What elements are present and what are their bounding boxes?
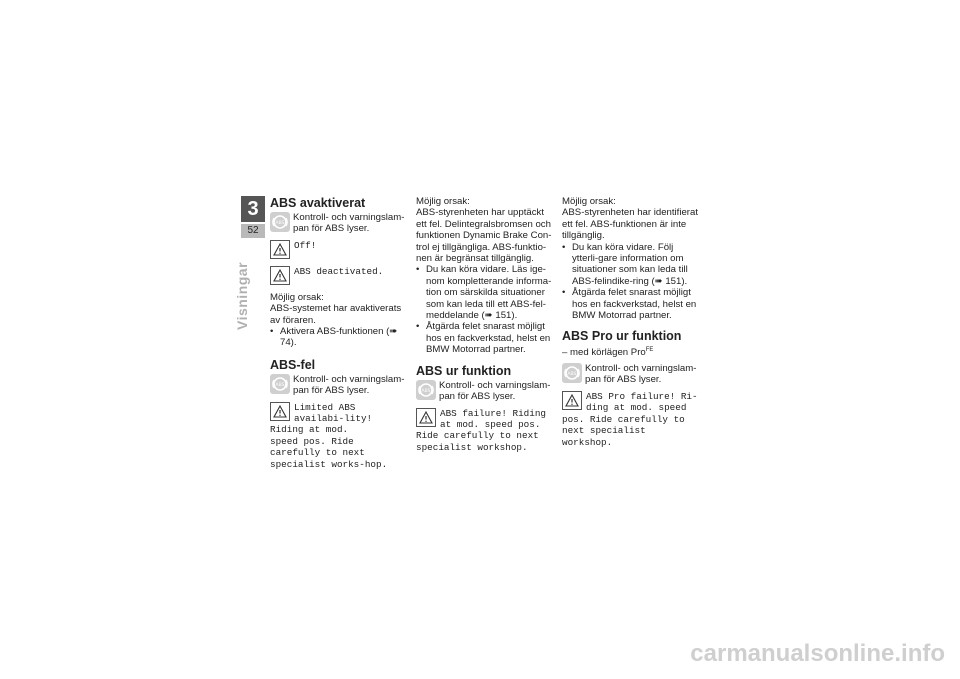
cause-text: ABS-systemet har avaktiverats av föraren. xyxy=(270,303,402,326)
heading-abs-fault: ABS-fel xyxy=(270,357,316,372)
abs-lamp-block xyxy=(270,374,408,397)
warning-triangle-icon xyxy=(270,402,290,421)
watermark: carmanualsonline.info xyxy=(690,640,945,667)
abs-lamp-block xyxy=(416,380,554,403)
abs-lamp-block xyxy=(270,212,408,235)
abs-lamp-block xyxy=(562,363,700,386)
lamp-description: Kontroll- och varningslam-pan för ABS lyser. xyxy=(293,373,405,397)
lamp-description: Kontroll- och varningslam-pan för ABS lyser. xyxy=(293,212,405,235)
column-3 xyxy=(562,196,700,454)
svg-text:ABS: ABS xyxy=(421,388,431,394)
lamp-description: Kontroll- och varningslam-pan för ABS lyser. xyxy=(585,363,697,386)
warning-triangle-icon xyxy=(270,266,290,285)
cause-label: Möjlig orsak: xyxy=(416,196,470,207)
message-abs-failure: ABS failure! Riding at mod. speed pos. Ride carefully to next specialist workshop. xyxy=(416,407,547,453)
list-item: • Åtgärda felet snarast möjligt hos en fackverkstad, helst en BMW Motorrad partner. xyxy=(562,287,700,321)
warning-triangle-icon xyxy=(270,240,290,259)
heading-abs-out-of-function: ABS ur funktion xyxy=(416,363,512,378)
action-list xyxy=(416,264,554,355)
abs-warning-lamp-icon xyxy=(270,374,290,394)
cause-text: ABS-styrenheten har upptäckt ett fel. Delintegralsbromsen och funktionen Dynamic Brake Con-trol ej tillgängliga. ABS-funktio-nen är begränsat tillgänglig. xyxy=(416,207,552,265)
svg-text:ABS: ABS xyxy=(275,221,285,226)
warning-triangle-icon xyxy=(416,408,436,427)
abs-warning-lamp-icon xyxy=(562,363,582,383)
action-list xyxy=(562,242,700,322)
heading-abs-deactivated: ABS avaktiverat xyxy=(270,196,366,210)
action-list xyxy=(270,326,408,349)
page-number: 52 xyxy=(241,224,265,238)
svg-text:ABS: ABS xyxy=(567,372,577,378)
svg-text:ABS: ABS xyxy=(275,382,285,388)
list-item: • Du kan köra vidare. Läs ige-nom kompletterande informa-tion om särskilda situationer som kan leda till ett ABS-fel-meddelande (➠ 151). xyxy=(416,264,554,321)
message-limited-abs: Limited ABS availabi-lity! Riding at mod. speed pos. Ride carefully to next specialist works-hop. xyxy=(270,401,388,470)
message-abs-pro-failure: ABS Pro failure! Ri-ding at mod. speed pos. Ride carefully to next specialist workshop. xyxy=(562,390,698,448)
column-1 xyxy=(270,196,408,476)
list-item: • Åtgärda felet snarast möjligt hos en fackverkstad, helst en BMW Motorrad partner. xyxy=(416,321,554,355)
list-item: • Aktivera ABS-funktionen (➠ 74). xyxy=(270,326,408,349)
riding-mode-note: – med körlägen Pro$^{FE}$ xyxy=(562,347,654,359)
cause-label: Möjlig orsak: xyxy=(270,291,324,303)
column-2 xyxy=(416,196,554,459)
cause-label: Möjlig orsak: xyxy=(562,196,616,207)
lamp-description: Kontroll- och varningslam-pan för ABS lyser. xyxy=(439,379,551,403)
list-item: • Du kan köra vidare. Följ ytterli-gare information om situationer som kan leda till ABS-felindike-ring (➠ 151). xyxy=(562,242,700,288)
message-off: Off! xyxy=(270,240,408,260)
chapter-number: 3 xyxy=(241,196,265,222)
cause-text: ABS-styrenheten har identifierat ett fel. ABS-funktionen är inte tillgänglig. xyxy=(562,207,698,242)
chapter-title: Visningar xyxy=(234,261,250,330)
warning-triangle-icon xyxy=(562,391,582,410)
abs-warning-lamp-icon xyxy=(270,212,290,232)
heading-abs-pro-out-of-function: ABS Pro ur funktion xyxy=(562,329,682,344)
abs-warning-lamp-icon xyxy=(416,380,436,400)
message-abs-deactivated: ABS deactivated. xyxy=(270,266,408,286)
